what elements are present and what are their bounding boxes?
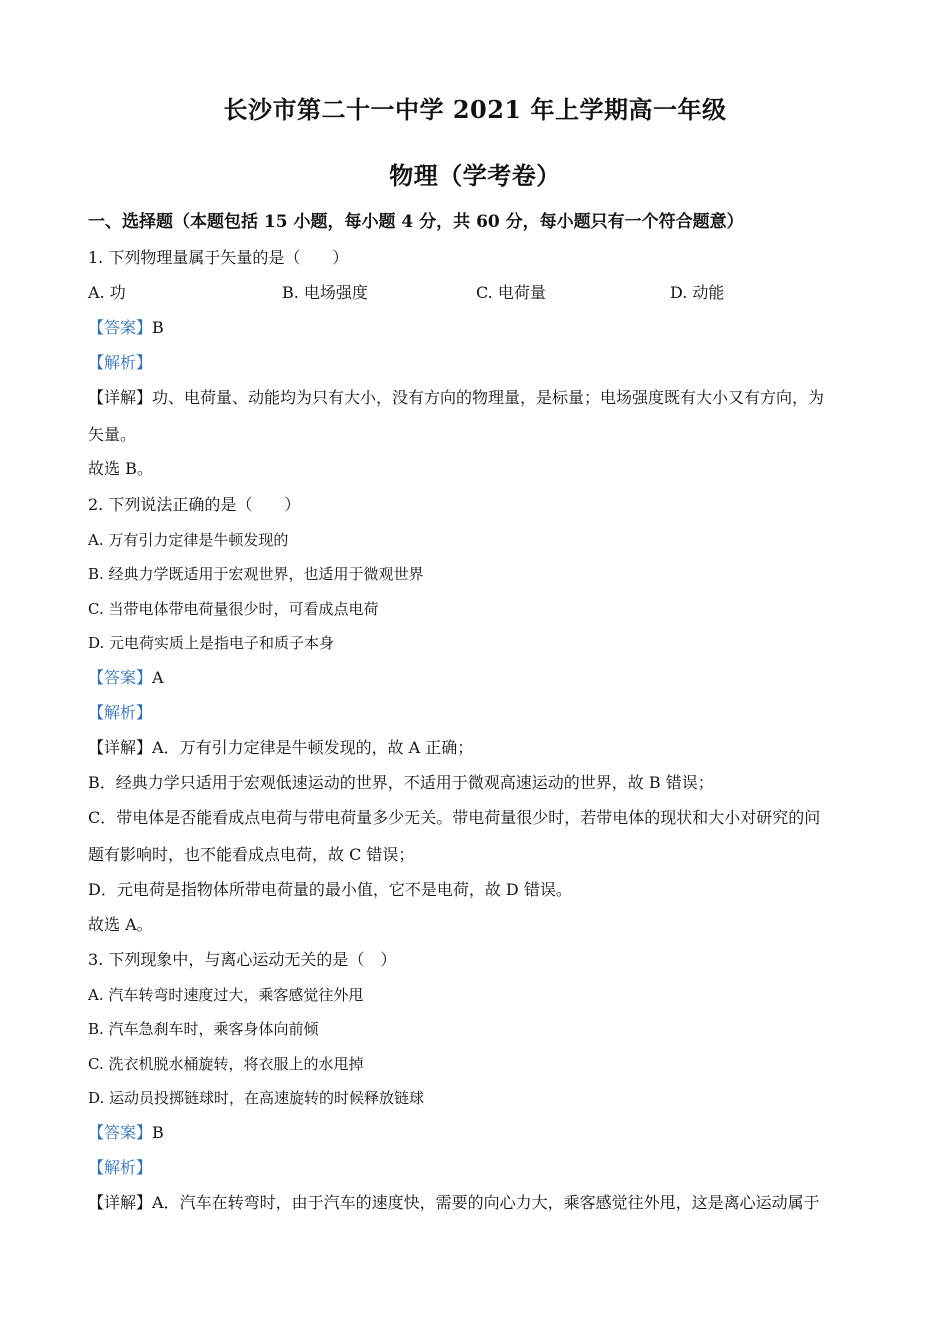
detail-text: A．万有引力定律是牛顿发现的，故 A 正确； — [152, 738, 474, 757]
question-3-stem: 3. 下列现象中，与离心运动无关的是（ ） — [88, 950, 397, 969]
question-2-detail-d: D．元电荷是指物体所带电荷量的最小值，它不是电荷，故 D 错误。 — [88, 880, 572, 899]
question-1-analysis-tag: 【解析】 — [88, 353, 153, 372]
question-2-option-d: D. 元电荷实质上是指电子和质子本身 — [88, 634, 335, 652]
answer-value: A — [152, 668, 164, 687]
question-3-detail — [88, 1193, 868, 1213]
document-title: 长沙市第二十一中学 2021 年上学期高一年级 — [223, 95, 727, 124]
question-1-conclusion: 故选 B。 — [88, 459, 153, 478]
question-1-detail-line: 矢量。 — [88, 425, 137, 444]
question-3-option-d: D. 运动员投掷链球时，在高速旋转的时候释放链球 — [88, 1089, 425, 1107]
section-heading: 一、选择题（本题包括 15 小题，每小题 4 分，共 60 分，每小题只有一个符合题意） — [88, 212, 744, 232]
detail-tag: 【详解】 — [88, 738, 153, 757]
question-3-option-b: B. 汽车急刹车时，乘客身体向前倾 — [88, 1020, 319, 1038]
answer-tag: 【答案】 — [88, 318, 153, 337]
question-2-answer — [88, 668, 868, 688]
answer-tag: 【答案】 — [88, 668, 153, 687]
document-subtitle: 物理（学考卷） — [389, 161, 561, 190]
detail-text: A．汽车在转弯时，由于汽车的速度快，需要的向心力大，乘客感觉往外甩，这是离心运动属于 — [152, 1193, 820, 1212]
question-2-detail-c: C．带电体是否能看成点电荷与带电荷量多少无关。带电荷量很少时，若带电体的现状和大小对研究的问 — [88, 808, 821, 827]
question-1-detail — [88, 388, 868, 408]
question-1-answer — [88, 318, 868, 338]
question-3-option-a: A. 汽车转弯时速度过大，乘客感觉往外甩 — [88, 986, 364, 1004]
option-c: C. 电荷量 — [476, 283, 546, 302]
question-2-stem: 2. 下列说法正确的是（ ） — [88, 495, 301, 514]
option-b: B. 电场强度 — [282, 283, 368, 302]
answer-value: B — [152, 1123, 164, 1142]
question-2-analysis-tag: 【解析】 — [88, 703, 153, 722]
detail-text: 功、电荷量、动能均为只有大小，没有方向的物理量，是标量；电场强度既有大小又有方向，为 — [152, 388, 825, 407]
option-d: D. 动能 — [670, 283, 725, 302]
answer-value: B — [152, 318, 164, 337]
question-3-answer — [88, 1123, 868, 1143]
question-2-detail-b: B．经典力学只适用于宏观低速运动的世界，不适用于微观高速运动的世界，故 B 错误； — [88, 773, 714, 792]
question-2-option-a: A. 万有引力定律是牛顿发现的 — [88, 531, 289, 549]
detail-tag: 【详解】 — [88, 388, 153, 407]
question-2-option-b: B. 经典力学既适用于宏观世界，也适用于微观世界 — [88, 565, 424, 583]
question-1-stem: 1. 下列物理量属于矢量的是（ ） — [88, 248, 349, 267]
question-3-analysis-tag: 【解析】 — [88, 1158, 153, 1177]
question-2-detail-c-cont: 题有影响时，也不能看成点电荷，故 C 错误； — [88, 845, 415, 864]
question-3-option-c: C. 洗衣机脱水桶旋转，将衣服上的水甩掉 — [88, 1055, 364, 1073]
question-2-detail — [88, 738, 868, 758]
answer-tag: 【答案】 — [88, 1123, 153, 1142]
question-2-option-c: C. 当带电体带电荷量很少时，可看成点电荷 — [88, 600, 379, 618]
option-a: A. 功 — [88, 283, 126, 302]
question-2-conclusion: 故选 A。 — [88, 915, 153, 934]
detail-tag: 【详解】 — [88, 1193, 153, 1212]
